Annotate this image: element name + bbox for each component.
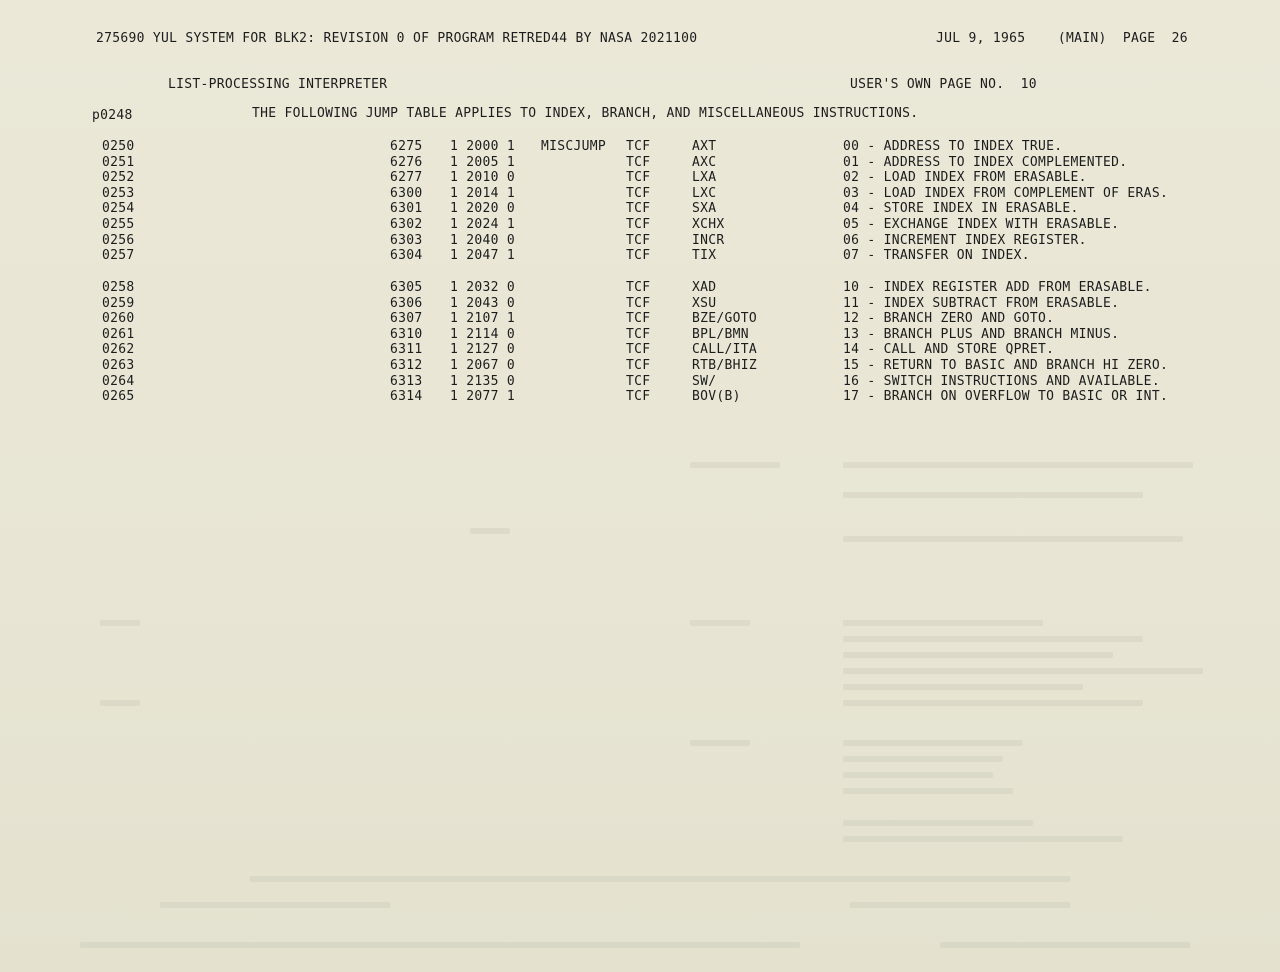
row-operand: SW/ <box>692 373 717 389</box>
row-octal-word: 1 2043 0 <box>450 295 516 311</box>
row-octal-word: 1 2010 0 <box>450 170 516 186</box>
row-address: 6301 <box>390 201 423 217</box>
row-octal-word: 1 2032 0 <box>450 280 516 295</box>
row-line-number: 0255 <box>102 217 135 232</box>
row-comment: 12 - BRANCH ZERO AND GOTO. <box>843 311 1055 327</box>
row-line-number: 0253 <box>102 185 135 201</box>
row-comment: 15 - RETURN TO BASIC AND BRANCH HI ZERO. <box>843 358 1169 373</box>
row-octal-word: 1 2014 1 <box>450 185 516 201</box>
row-address: 6302 <box>390 217 423 232</box>
row-label: MISCJUMP <box>541 139 607 154</box>
row-comment: 01 - ADDRESS TO INDEX COMPLEMENTED. <box>843 154 1128 170</box>
row-comment: 03 - LOAD INDEX FROM COMPLEMENT OF ERAS. <box>843 185 1169 201</box>
row-opcode: TCF <box>626 185 651 201</box>
intro-comment: THE FOLLOWING JUMP TABLE APPLIES TO INDEX, BRANCH, AND MISCELLANEOUS INSTRUCTIONS. <box>252 106 919 121</box>
row-comment: 07 - TRANSFER ON INDEX. <box>843 248 1030 264</box>
row-operand: CALL/ITA <box>692 342 758 358</box>
row-octal-word: 1 2107 1 <box>450 311 516 327</box>
listing-row <box>0 170 1280 185</box>
row-opcode: TCF <box>626 201 651 217</box>
row-comment: 17 - BRANCH ON OVERFLOW TO BASIC OR INT. <box>843 389 1169 405</box>
row-operand: BOV(B) <box>692 389 741 405</box>
row-line-number: 0259 <box>102 295 135 311</box>
row-opcode: TCF <box>626 373 651 389</box>
row-address: 6307 <box>390 311 423 327</box>
listing-row <box>0 217 1280 232</box>
row-line-number: 0250 <box>102 139 135 154</box>
row-line-number: 0261 <box>102 326 135 342</box>
row-operand: SXA <box>692 201 717 217</box>
row-operand: AXT <box>692 139 717 154</box>
row-operand: BPL/BMN <box>692 326 749 342</box>
row-operand: AXC <box>692 154 717 170</box>
row-opcode: TCF <box>626 280 651 295</box>
listing-row <box>0 186 1280 201</box>
row-line-number: 0258 <box>102 280 135 295</box>
row-operand: INCR <box>692 232 725 248</box>
row-opcode: TCF <box>626 295 651 311</box>
row-line-number: 0252 <box>102 170 135 186</box>
intro-line-number: p0248 <box>92 108 133 123</box>
row-comment: 05 - EXCHANGE INDEX WITH ERASABLE. <box>843 217 1120 232</box>
listing-header-title: 275690 YUL SYSTEM FOR BLK2: REVISION 0 OF PROGRAM RETRED44 BY NASA 2021100 <box>96 31 698 46</box>
row-operand: XSU <box>692 295 717 311</box>
section-title: LIST-PROCESSING INTERPRETER <box>168 77 388 92</box>
row-address: 6310 <box>390 326 423 342</box>
row-line-number: 0257 <box>102 248 135 264</box>
row-line-number: 0263 <box>102 358 135 373</box>
row-address: 6312 <box>390 358 423 373</box>
row-comment: 14 - CALL AND STORE QPRET. <box>843 342 1055 358</box>
row-operand: TIX <box>692 248 717 264</box>
row-octal-word: 1 2020 0 <box>450 201 516 217</box>
row-address: 6314 <box>390 389 423 405</box>
row-opcode: TCF <box>626 154 651 170</box>
listing-row <box>0 311 1280 326</box>
row-octal-word: 1 2135 0 <box>450 373 516 389</box>
row-line-number: 0251 <box>102 154 135 170</box>
listing-row <box>0 201 1280 216</box>
row-comment: 02 - LOAD INDEX FROM ERASABLE. <box>843 170 1087 186</box>
row-address: 6300 <box>390 185 423 201</box>
row-opcode: TCF <box>626 248 651 264</box>
row-opcode: TCF <box>626 217 651 232</box>
row-line-number: 0264 <box>102 373 135 389</box>
row-line-number: 0262 <box>102 342 135 358</box>
row-address: 6313 <box>390 373 423 389</box>
listing-row <box>0 327 1280 342</box>
row-comment: 13 - BRANCH PLUS AND BRANCH MINUS. <box>843 326 1120 342</box>
row-line-number: 0260 <box>102 311 135 327</box>
row-octal-word: 1 2005 1 <box>450 154 516 170</box>
row-line-number: 0256 <box>102 232 135 248</box>
row-opcode: TCF <box>626 311 651 327</box>
listing-row <box>0 248 1280 263</box>
row-octal-word: 1 2067 0 <box>450 358 516 373</box>
row-comment: 04 - STORE INDEX IN ERASABLE. <box>843 201 1079 217</box>
row-operand: RTB/BHIZ <box>692 358 758 373</box>
row-opcode: TCF <box>626 342 651 358</box>
row-operand: LXC <box>692 185 717 201</box>
row-address: 6303 <box>390 232 423 248</box>
row-address: 6277 <box>390 170 423 186</box>
row-opcode: TCF <box>626 170 651 186</box>
row-operand: XAD <box>692 280 717 295</box>
user-page-number: USER'S OWN PAGE NO. 10 <box>850 77 1037 92</box>
row-operand: LXA <box>692 170 717 186</box>
row-line-number: 0265 <box>102 389 135 405</box>
listing-row <box>0 296 1280 311</box>
row-opcode: TCF <box>626 389 651 405</box>
listing-header-date-page: JUL 9, 1965 (MAIN) PAGE 26 <box>936 31 1188 46</box>
row-octal-word: 1 2114 0 <box>450 326 516 342</box>
row-opcode: TCF <box>626 232 651 248</box>
row-comment: 11 - INDEX SUBTRACT FROM ERASABLE. <box>843 295 1120 311</box>
listing-row <box>0 374 1280 389</box>
row-address: 6304 <box>390 248 423 264</box>
row-operand: XCHX <box>692 217 725 232</box>
listing-row <box>0 155 1280 170</box>
listing-row <box>0 389 1280 404</box>
row-comment: 10 - INDEX REGISTER ADD FROM ERASABLE. <box>843 280 1152 295</box>
row-comment: 06 - INCREMENT INDEX REGISTER. <box>843 232 1087 248</box>
row-address: 6311 <box>390 342 423 358</box>
row-operand: BZE/GOTO <box>692 311 758 327</box>
listing-row <box>0 342 1280 357</box>
row-address: 6305 <box>390 280 423 295</box>
row-opcode: TCF <box>626 139 651 154</box>
row-address: 6306 <box>390 295 423 311</box>
row-comment: 16 - SWITCH INSTRUCTIONS AND AVAILABLE. <box>843 373 1160 389</box>
listing-row <box>0 233 1280 248</box>
listing-row <box>0 358 1280 373</box>
row-address: 6276 <box>390 154 423 170</box>
row-octal-word: 1 2127 0 <box>450 342 516 358</box>
row-octal-word: 1 2024 1 <box>450 217 516 232</box>
row-octal-word: 1 2047 1 <box>450 248 516 264</box>
row-octal-word: 1 2077 1 <box>450 389 516 405</box>
listing-row <box>0 139 1280 154</box>
listing-row <box>0 280 1280 295</box>
row-octal-word: 1 2000 1 <box>450 139 516 154</box>
row-address: 6275 <box>390 139 423 154</box>
row-octal-word: 1 2040 0 <box>450 232 516 248</box>
row-opcode: TCF <box>626 326 651 342</box>
row-comment: 00 - ADDRESS TO INDEX TRUE. <box>843 139 1063 154</box>
row-line-number: 0254 <box>102 201 135 217</box>
row-opcode: TCF <box>626 358 651 373</box>
